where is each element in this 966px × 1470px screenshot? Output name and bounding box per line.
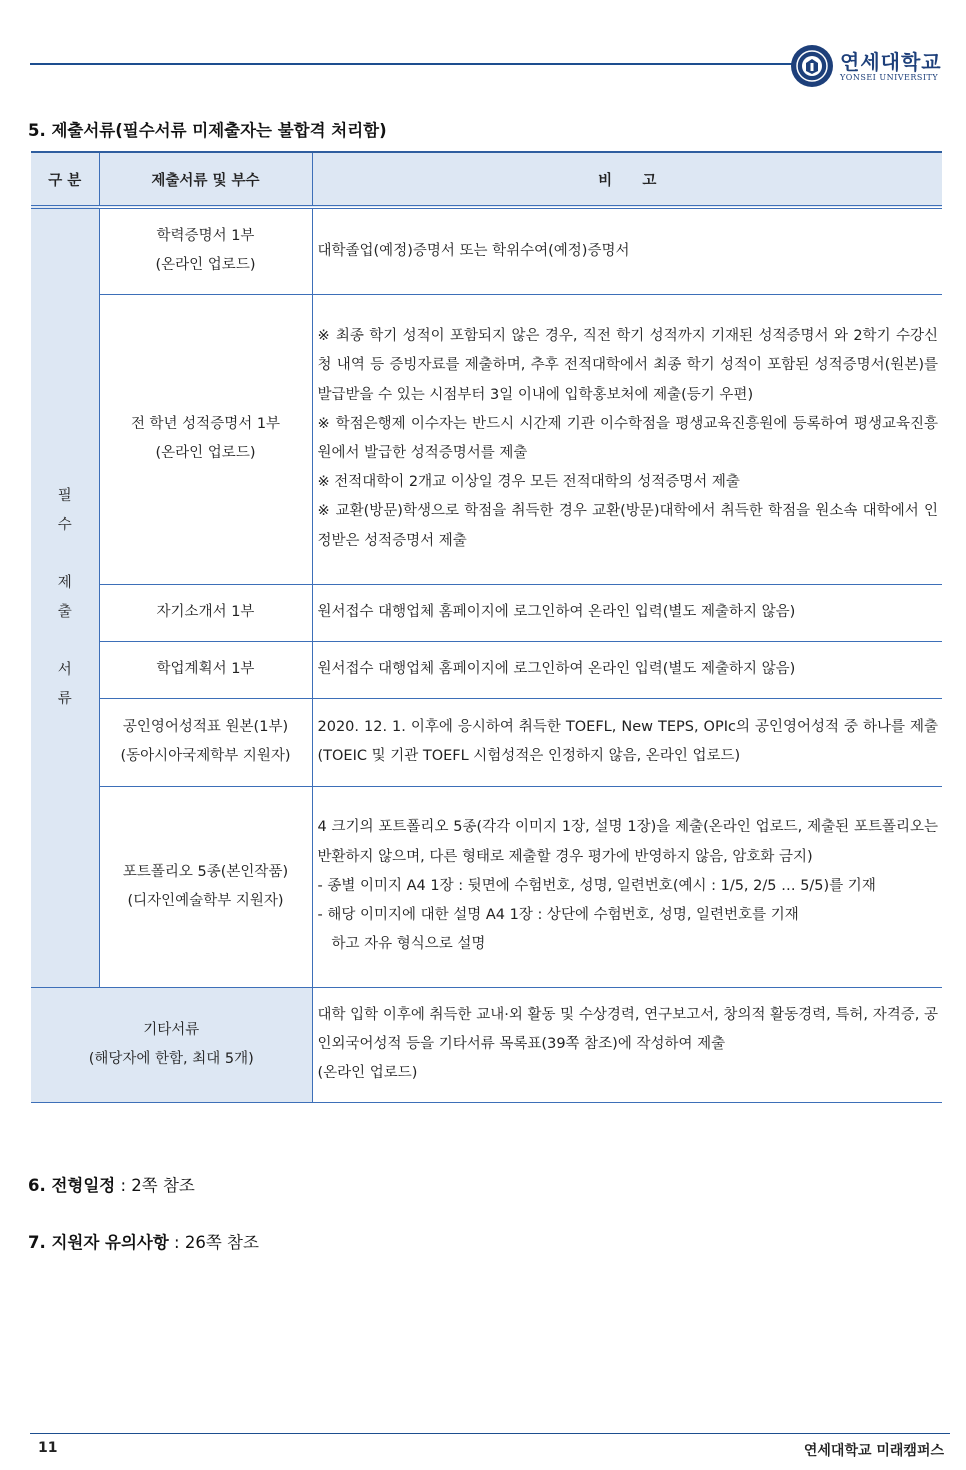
doc-grade-transcript: 전 학년 성적증명서 1부 (온라인 업로드) [99, 294, 312, 584]
table-row [31, 641, 942, 698]
note-portfolio: 4 크기의 포트폴리오 5종(각각 이미지 1장, 설명 1장)을 제출(온라인 업로드, 제출된 포트폴리오는 반환하지 않으며, 다른 형태로 제출할 경우 평가에 반영하지 않음, 암호화 금지) - 종별 이미지 A4 1장 : 뒷면에 수험번호, 성명, 일련번호(예시 : 1/5, 2/5 … 5/5)를 기재 - 해당 이미지에 대한 설명 A4 1장 : 상단에 수험번호, 성명, 일련번호를 기재 하고 자유 형식으로 설명 [312, 786, 942, 987]
documents-table [31, 151, 942, 1103]
doc-transcript-degree: 학력증명서 1부 (온라인 업로드) [99, 207, 312, 294]
section-6-ref: : 2쪽 참조 [115, 1176, 195, 1195]
section-5-title: 5. 제출서류(필수서류 미제출자는 불합격 처리함) [28, 121, 387, 140]
footer-campus-name: 연세대학교 미래캠퍼스 [803, 1443, 944, 1459]
table-row [31, 294, 942, 584]
doc-english-score: 공인영어성적표 원본(1부) (동아시아국제학부 지원자) [99, 698, 312, 786]
table-row [31, 698, 942, 786]
header-category: 구 분 [31, 152, 99, 207]
table-row [31, 584, 942, 641]
header-documents: 제출서류 및 부수 [99, 152, 312, 207]
note-self-intro: 원서접수 대행업체 홈페이지에 로그인하여 온라인 입력(별도 제출하지 않음) [312, 584, 942, 641]
table-row [31, 207, 942, 294]
doc-self-intro: 자기소개서 1부 [99, 584, 312, 641]
table-row [31, 987, 942, 1102]
university-logo [790, 44, 942, 88]
yonsei-seal-icon [790, 44, 834, 88]
note-degree: 대학졸업(예정)증명서 또는 학위수여(예정)증명서 [312, 207, 942, 294]
doc-other: 기타서류 (해당자에 한함, 최대 5개) [31, 987, 312, 1102]
category-required-docs: 필 수 제 출 서 류 [31, 207, 99, 987]
doc-portfolio: 포트폴리오 5종(본인작품) (디자인예술학부 지원자) [99, 786, 312, 987]
header-remarks: 비 고 [312, 152, 942, 207]
footer-rule [30, 1433, 950, 1434]
section-7-title: 7. 지원자 유의사항 : 26쪽 참조 [28, 1233, 259, 1252]
page-number: 11 [38, 1440, 58, 1456]
note-other: 대학 입학 이후에 취득한 교내·외 활동 및 수상경력, 연구보고서, 창의적 활동경력, 특허, 자격증, 공인외국어성적 등을 기타서류 목록표(39쪽 참조)에 작성하여 제출 (온라인 업로드) [312, 987, 942, 1102]
section-6-title: 6. 전형일정 : 2쪽 참조 [28, 1176, 195, 1195]
note-study-plan: 원서접수 대행업체 홈페이지에 로그인하여 온라인 입력(별도 제출하지 않음) [312, 641, 942, 698]
note-english-score: 2020. 12. 1. 이후에 응시하여 취득한 TOEFL, New TEPS, OPIc의 공인영어성적 중 하나를 제출(TOEIC 및 기관 TOEFL 시험성적은 인정하지 않음, 온라인 업로드) [312, 698, 942, 786]
header-rule [30, 63, 792, 65]
note-grade-transcript: ※ 최종 학기 성적이 포함되지 않은 경우, 직전 학기 성적까지 기재된 성적증명서 와 2학기 수강신청 내역 등 증빙자료를 제출하며, 추후 전적대학에서 최종 학기 성적이 포함된 성적증명서(원본)를 발급받을 수 있는 시점부터 3일 이내에 입학홍보처에 제출(등기 우편) ※ 학점은행제 이수자는 반드시 시간제 기관 이수학점을 평생교육진흥원에 등록하여 평생교육진흥원에서 발급한 성적증명서를 제출 ※ 전적대학이 2개교 이상일 경우 모든 전적대학의 성적증명서 제출 ※ 교환(방문)학생으로 학점을 취득한 경우 교환(방문)대학에서 취득한 학점을 원소속 대학에서 인정받은 성적증명서 제출 [312, 294, 942, 584]
table-row [31, 786, 942, 987]
section-7-ref: : 26쪽 참조 [168, 1233, 259, 1252]
logo-korean-text: 연세대학교 [840, 49, 942, 74]
logo-english-text: YONSEI UNIVERSITY [840, 72, 939, 82]
doc-study-plan: 학업계획서 1부 [99, 641, 312, 698]
table-header-row [31, 152, 942, 207]
